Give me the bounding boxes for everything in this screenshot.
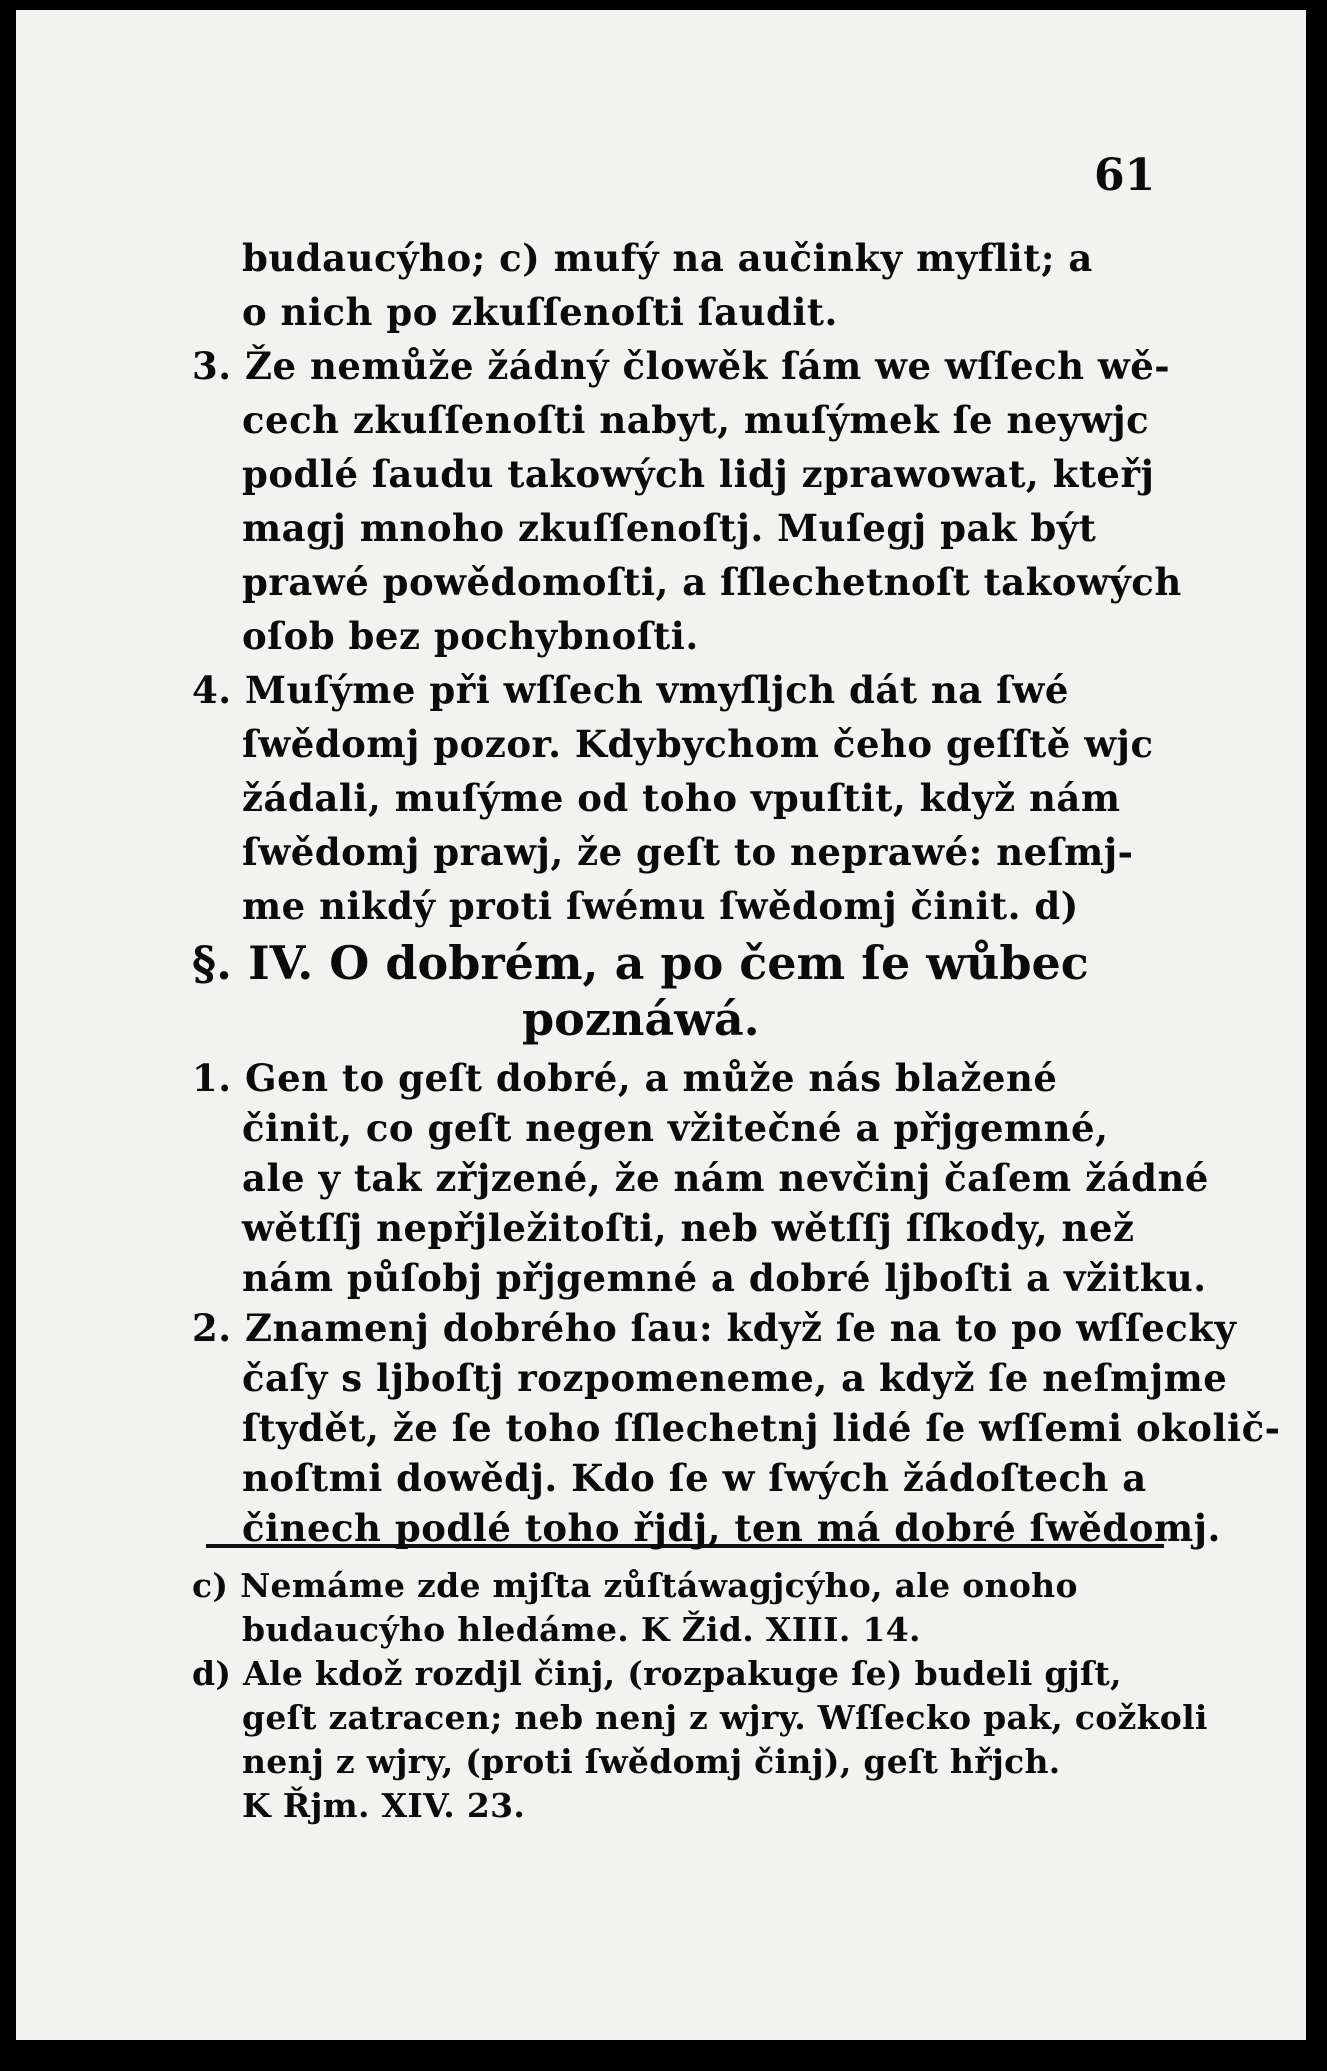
footnote-line: c) Nemáme zde mjſta zůſtáwagjcýho, ale onoho	[192, 1566, 1078, 1605]
text-line: o nich po zkuſſenoſti ſaudit.	[242, 290, 838, 334]
text-line: 4. Muſýme při wſſech vmyſljch dát na ſwé	[192, 668, 1069, 712]
text-line: nám půſobj přjgemné a dobré ljboſti a vžitku.	[242, 1256, 1207, 1300]
text-line: cech zkuſſenoſti nabyt, muſýmek ſe neywjc	[242, 398, 1150, 442]
book-page	[16, 10, 1306, 2040]
text-line: žádali, muſýme od toho vpuſtit, když nám	[242, 776, 1121, 820]
text-line: prawé powědomoſti, a ſſlechetnoſt takowých	[242, 560, 1182, 604]
text-line: budaucýho; c) mufý na aučinky myflit; a	[242, 236, 1093, 280]
footnote-line: d) Ale kdož rozdjl činj, (rozpakuge ſe) budeli gjſt,	[192, 1654, 1122, 1693]
text-line: ale y tak zřjzené, že nám nevčinj čaſem žádné	[242, 1156, 1209, 1200]
text-line: ſwědomj pozor. Kdybychom čeho geſſtě wjc	[242, 722, 1154, 766]
footnote-line: nenj z wjry, (proti ſwědomj činj), geſt hřjch.	[242, 1742, 1061, 1781]
text-line: čaſy s ljboſtj rozpomeneme, a když ſe neſmjme	[242, 1356, 1228, 1400]
page-number: 61	[1094, 150, 1156, 201]
text-line: wětſſj nepřjležitoſti, neb wětſſj ſſkody, než	[242, 1206, 1135, 1250]
text-line: 3. Že nemůže žádný člowěk ſám we wſſech wě-	[192, 344, 1171, 388]
footnote-line: K Řjm. XIV. 23.	[242, 1786, 526, 1825]
text-line: 2. Znamenj dobrého ſau: když ſe na to po wſſecky	[192, 1306, 1237, 1350]
text-line: podlé ſaudu takowých lidj zprawowat, kteřj	[242, 452, 1155, 496]
text-line: magj mnoho zkuſſenoſtj. Muſegj pak být	[242, 506, 1097, 550]
text-line: činit, co geſt negen vžitečné a přjgemné,	[242, 1106, 1109, 1150]
text-line: 1. Gen to geſt dobré, a může nás blažené	[192, 1056, 1058, 1100]
section-heading: §. IV. O dobrém, a po čem ſe wůbec	[192, 936, 1089, 990]
text-line: ſtydět, že ſe toho ſſlechetnj lidé ſe wſſemi okolič-	[242, 1406, 1281, 1450]
text-line: činech podlé toho řjdj, ten má dobré ſwědomj.	[242, 1506, 1221, 1550]
text-line: noſtmi dowědj. Kdo ſe w ſwých žádoſtech a	[242, 1456, 1147, 1500]
section-heading-continuation: poznáwá.	[522, 992, 760, 1046]
footnote-line: budaucýho hledáme. K Žid. XIII. 14.	[242, 1610, 921, 1649]
footnote-line: geſt zatracen; neb nenj z wjry. Wſſecko pak, cožkoli	[242, 1698, 1208, 1737]
text-line: me nikdý proti ſwému ſwědomj činit. d)	[242, 884, 1079, 928]
text-line: ſwědomj prawj, že geſt to neprawé: neſmj-	[242, 830, 1134, 874]
text-line: oſob bez pochybnoſti.	[242, 614, 699, 658]
